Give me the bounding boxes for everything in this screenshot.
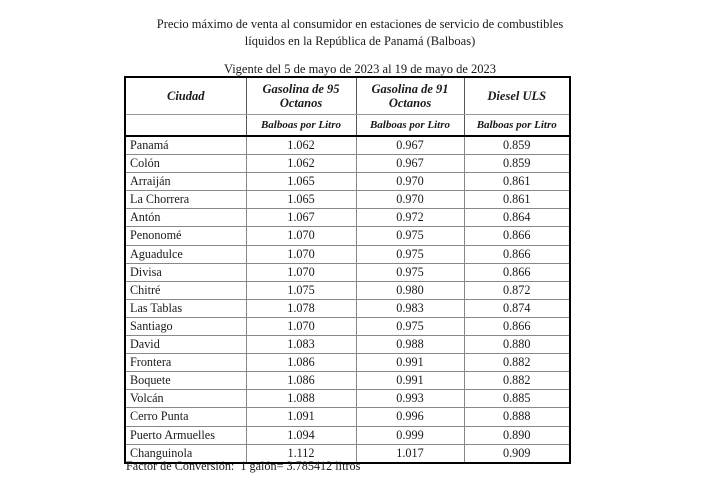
cell-gasolina-91: 0.967	[356, 155, 464, 173]
table-row	[125, 281, 570, 299]
cell-gasolina-95: 1.075	[246, 281, 356, 299]
document-title	[100, 16, 620, 50]
fuel-price-table	[124, 76, 571, 464]
cell-gasolina-91: 0.991	[356, 372, 464, 390]
cell-diesel-uls: 0.890	[464, 426, 570, 444]
cell-ciudad: Divisa	[125, 263, 246, 281]
validity-period: Vigente del 5 de mayo de 2023 al 19 de mayo de 2023	[223, 62, 497, 76]
cell-gasolina-91: 0.975	[356, 317, 464, 335]
cell-ciudad: Santiago	[125, 317, 246, 335]
cell-gasolina-91: 0.970	[356, 173, 464, 191]
table-row	[125, 390, 570, 408]
cell-gasolina-95: 1.065	[246, 173, 356, 191]
title-block	[0, 0, 720, 78]
cell-diesel-uls: 0.859	[464, 136, 570, 155]
price-table-container	[124, 76, 571, 464]
cell-gasolina-91: 0.988	[356, 336, 464, 354]
cell-diesel-uls: 0.882	[464, 372, 570, 390]
cell-diesel-uls: 0.882	[464, 354, 570, 372]
table-row	[125, 426, 570, 444]
unit-header-gasolina-91: Balboas por Litro	[356, 115, 464, 137]
cell-ciudad: La Chorrera	[125, 191, 246, 209]
cell-diesel-uls: 0.885	[464, 390, 570, 408]
cell-gasolina-91: 0.996	[356, 408, 464, 426]
table-row	[125, 372, 570, 390]
cell-gasolina-95: 1.062	[246, 155, 356, 173]
table-row	[125, 227, 570, 245]
cell-ciudad: Arraiján	[125, 173, 246, 191]
cell-diesel-uls: 0.872	[464, 281, 570, 299]
cell-gasolina-91: 0.983	[356, 299, 464, 317]
table-header	[125, 77, 570, 136]
unit-header-ciudad	[125, 115, 246, 137]
cell-gasolina-91: 0.999	[356, 426, 464, 444]
cell-gasolina-95: 1.078	[246, 299, 356, 317]
table-row	[125, 245, 570, 263]
cell-ciudad: Cerro Punta	[125, 408, 246, 426]
cell-gasolina-95: 1.112	[246, 444, 356, 463]
table-row	[125, 408, 570, 426]
cell-gasolina-95: 1.086	[246, 372, 356, 390]
table-row	[125, 136, 570, 155]
column-header-gasolina-95: Gasolina de 95 Octanos	[246, 77, 356, 115]
table-unit-row	[125, 115, 570, 137]
conversion-factor-note: Factor de Conversión: 1 galón= 3.785412 litros	[126, 459, 361, 473]
table-body	[125, 136, 570, 463]
table-row	[125, 317, 570, 335]
cell-ciudad: Volcán	[125, 390, 246, 408]
cell-diesel-uls: 0.888	[464, 408, 570, 426]
table-row	[125, 209, 570, 227]
cell-ciudad: Chitré	[125, 281, 246, 299]
table-row	[125, 299, 570, 317]
cell-diesel-uls: 0.864	[464, 209, 570, 227]
cell-gasolina-95: 1.070	[246, 227, 356, 245]
cell-gasolina-95: 1.070	[246, 245, 356, 263]
cell-gasolina-91: 0.975	[356, 263, 464, 281]
cell-ciudad: Panamá	[125, 136, 246, 155]
cell-gasolina-95: 1.070	[246, 317, 356, 335]
cell-ciudad: Penonomé	[125, 227, 246, 245]
cell-gasolina-95: 1.067	[246, 209, 356, 227]
cell-gasolina-91: 0.967	[356, 136, 464, 155]
table-row	[125, 155, 570, 173]
cell-gasolina-91: 0.991	[356, 354, 464, 372]
cell-gasolina-95: 1.091	[246, 408, 356, 426]
cell-gasolina-91: 0.975	[356, 227, 464, 245]
unit-header-diesel-uls: Balboas por Litro	[464, 115, 570, 137]
cell-gasolina-95: 1.062	[246, 136, 356, 155]
column-header-ciudad: Ciudad	[125, 77, 246, 115]
cell-diesel-uls: 0.866	[464, 227, 570, 245]
table-row	[125, 173, 570, 191]
column-header-diesel-uls: Diesel ULS	[464, 77, 570, 115]
cell-gasolina-95: 1.070	[246, 263, 356, 281]
cell-diesel-uls: 0.874	[464, 299, 570, 317]
cell-diesel-uls: 0.880	[464, 336, 570, 354]
cell-gasolina-91: 0.972	[356, 209, 464, 227]
cell-ciudad: Boquete	[125, 372, 246, 390]
document-title-line-1: Precio máximo de venta al consumidor en estaciones de servicio de combustibles	[156, 17, 564, 31]
table-row	[125, 354, 570, 372]
cell-ciudad: David	[125, 336, 246, 354]
cell-gasolina-95: 1.088	[246, 390, 356, 408]
cell-ciudad: Changuinola	[125, 444, 246, 463]
cell-ciudad: Aguadulce	[125, 245, 246, 263]
table-row	[125, 263, 570, 281]
cell-diesel-uls: 0.909	[464, 444, 570, 463]
cell-diesel-uls: 0.861	[464, 173, 570, 191]
cell-gasolina-95: 1.094	[246, 426, 356, 444]
table-row	[125, 336, 570, 354]
cell-ciudad: Colón	[125, 155, 246, 173]
cell-gasolina-91: 0.975	[356, 245, 464, 263]
cell-ciudad: Frontera	[125, 354, 246, 372]
column-header-gasolina-91: Gasolina de 91 Octanos	[356, 77, 464, 115]
cell-diesel-uls: 0.859	[464, 155, 570, 173]
table-row	[125, 191, 570, 209]
cell-diesel-uls: 0.861	[464, 191, 570, 209]
cell-ciudad: Antón	[125, 209, 246, 227]
document-title-line-2: líquidos en la República de Panamá (Balboas)	[244, 34, 476, 48]
cell-gasolina-95: 1.065	[246, 191, 356, 209]
cell-gasolina-91: 0.970	[356, 191, 464, 209]
cell-gasolina-95: 1.086	[246, 354, 356, 372]
cell-ciudad: Puerto Armuelles	[125, 426, 246, 444]
cell-ciudad: Las Tablas	[125, 299, 246, 317]
cell-diesel-uls: 0.866	[464, 317, 570, 335]
cell-gasolina-95: 1.083	[246, 336, 356, 354]
cell-gasolina-91: 0.980	[356, 281, 464, 299]
cell-diesel-uls: 0.866	[464, 245, 570, 263]
table-header-row	[125, 77, 570, 115]
cell-gasolina-91: 1.017	[356, 444, 464, 463]
unit-header-gasolina-95: Balboas por Litro	[246, 115, 356, 137]
cell-diesel-uls: 0.866	[464, 263, 570, 281]
cell-gasolina-91: 0.993	[356, 390, 464, 408]
